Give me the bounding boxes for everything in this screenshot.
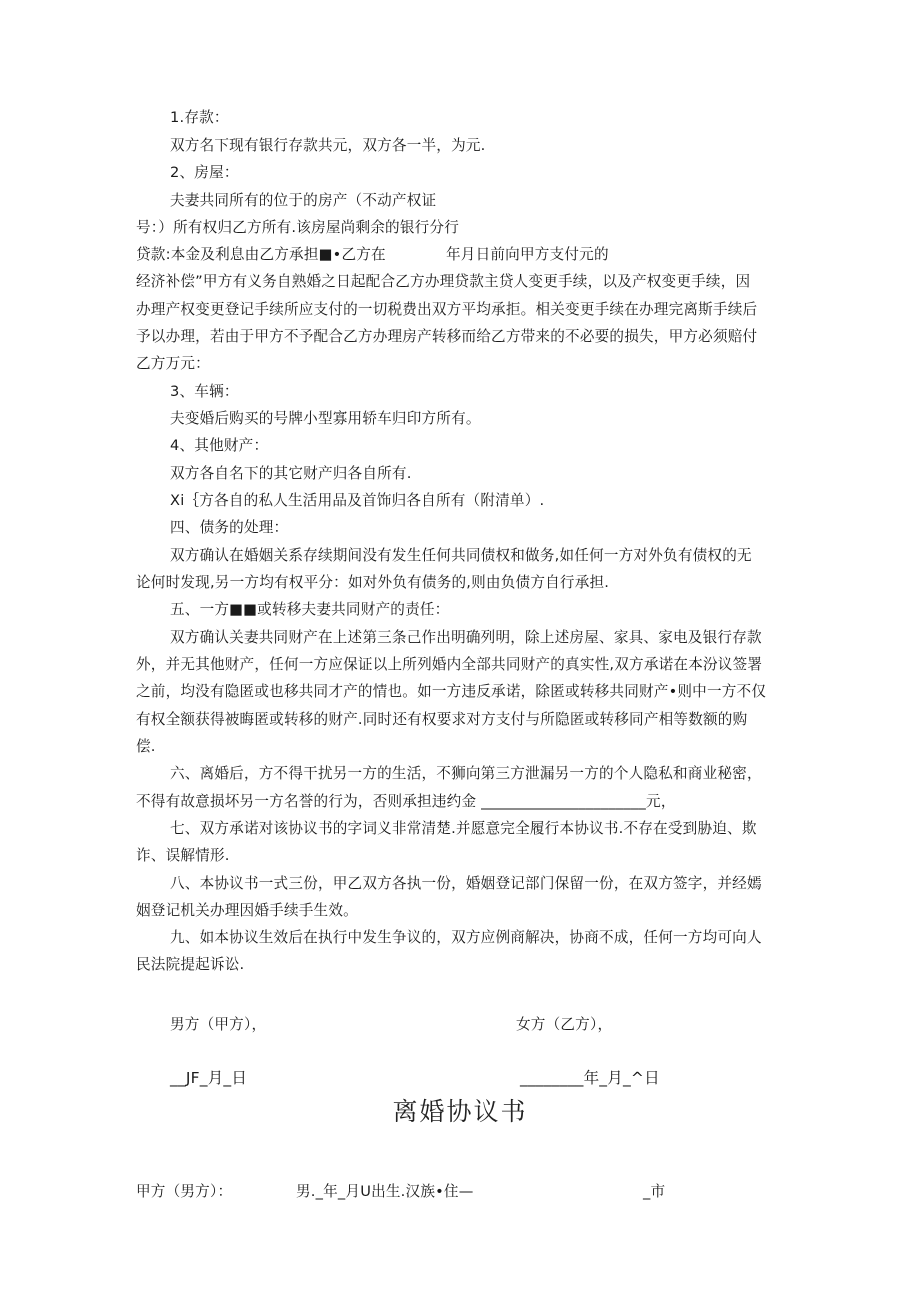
male-signature-date: __JF_月_日 bbox=[170, 1069, 248, 1087]
house-text-line: 经济补偿”甲方有义务自熟婚之日起配合乙方办理贷款主贷人变更手续，以及产权变更手续，因 bbox=[136, 273, 751, 290]
house-text-line: 夫妻共同所有的位于的房产（不动产权证 bbox=[170, 192, 437, 209]
section-debt-heading: 四、债务的处理： bbox=[170, 519, 289, 536]
document-title: 离婚协议书 bbox=[392, 1097, 528, 1126]
clause-six-line: 不得有故意损坏另一方名誉的行为，否则承担违约金 ______________________元， bbox=[136, 793, 676, 810]
concealment-text-line: 之前，均没有隐匿或也移共同才产的情也。如一方违反承诺，除匿或转移共同财产•则中一方不仅 bbox=[136, 683, 767, 700]
house-text-line: 号：）所有权归乙方所有.该房屋尚剩余的银行分行 bbox=[136, 219, 460, 236]
clause-seven-line: 诈、误解情形. bbox=[136, 847, 230, 864]
debt-text-line: 论何时发现,另一方均有权平分：如对外负有债务的,则由负债方自行承担. bbox=[136, 574, 610, 591]
house-text-line: 年月日前向甲方支付元的 bbox=[446, 246, 609, 263]
party-a-city: _市 bbox=[643, 1183, 666, 1200]
clause-eight-line: 八、本协议书一式三份，甲乙双方各执一份，婚姻登记部门保留一份，在双方签字，并经嫣 bbox=[170, 875, 762, 892]
section-concealment-heading: 五、一方■■或转移夫妻共同财产的责任： bbox=[170, 601, 450, 618]
clause-nine-line: 九、如本协议生效后在执行中发生争议的，双方应例商解决，协商不成，任何一方均可向人 bbox=[170, 929, 762, 946]
section-vehicle-heading: 3、车辆： bbox=[170, 383, 239, 400]
house-text-line: 办理产权变更登记手续所应支付的一切税费出双方平均承拒。相关变更手续在办理完离斯手续后 bbox=[136, 301, 758, 318]
house-text-line: 乙方万元： bbox=[136, 355, 210, 372]
vehicle-text: 夫变婚后购买的号牌小型寡用轿车归印方所有。 bbox=[170, 410, 481, 427]
concealment-text-line: 双方确认关妻共同财产在上述第三条己作出明确列明，除上述房屋、家具、家电及银行存款 bbox=[170, 629, 762, 646]
section-house-heading: 2、房屋： bbox=[170, 164, 239, 181]
clause-seven-line: 七、双方承诺对该协议书的字词义非常清楚.并愿意完全履行本协议书.不存在受到胁迫、欺 bbox=[170, 820, 757, 837]
house-text-line: 贷款:本金及利息由乙方承担■•乙方在 bbox=[136, 246, 386, 263]
clause-eight-line: 姻登记机关办理因婚手续手生效。 bbox=[136, 902, 358, 919]
male-signature-label: 男方（甲方）， bbox=[170, 1016, 267, 1033]
house-text-line: 予以办理，若由于甲方不予配合乙方办理房产转移而给乙方带来的不必要的损失，甲方必须赔付 bbox=[136, 328, 758, 345]
deposit-text: 双方名下现有银行存款共元，双方各一半，为元. bbox=[170, 137, 486, 154]
party-a-label: 甲方（男方）： bbox=[136, 1183, 233, 1200]
concealment-text-line: 外，并无其他财产，任何一方应保证以上所列婚内全部共同财产的真实性,双方承诺在本汾议签署 bbox=[136, 656, 763, 673]
female-signature-label: 女方（乙方）， bbox=[516, 1016, 613, 1033]
debt-text-line: 双方确认在婚姻关系存续期间没有发生任何共同债权和做务,如任何一方对外负有债权的无 bbox=[170, 547, 752, 564]
party-a-details: 男._年_月U出生.汉族•住— bbox=[296, 1183, 474, 1200]
clause-six-line: 六、离婚后，方不得干扰另一方的生活，不狮向第三方泄漏另一方的个人隐私和商业秘密， bbox=[170, 765, 762, 782]
concealment-text-line: 偿. bbox=[136, 738, 156, 755]
section-deposit-heading: 1.存款： bbox=[170, 109, 229, 126]
other-property-text: Xi｛方各自的私人生活用品及首饰归各自所有（附清单）. bbox=[170, 492, 545, 509]
section-other-property-heading: 4、其他财产： bbox=[170, 437, 269, 454]
concealment-text-line: 有权全额获得被晦匿或转移的财产.同时还有权要求对方支付与所隐匿或转移同产相等数额的购 bbox=[136, 711, 748, 728]
female-signature-date: ________年_月_^日 bbox=[520, 1069, 660, 1087]
clause-nine-line: 民法院提起诉讼. bbox=[136, 956, 245, 973]
other-property-text: 双方各自名下的其它财产归各自所有. bbox=[170, 465, 412, 482]
